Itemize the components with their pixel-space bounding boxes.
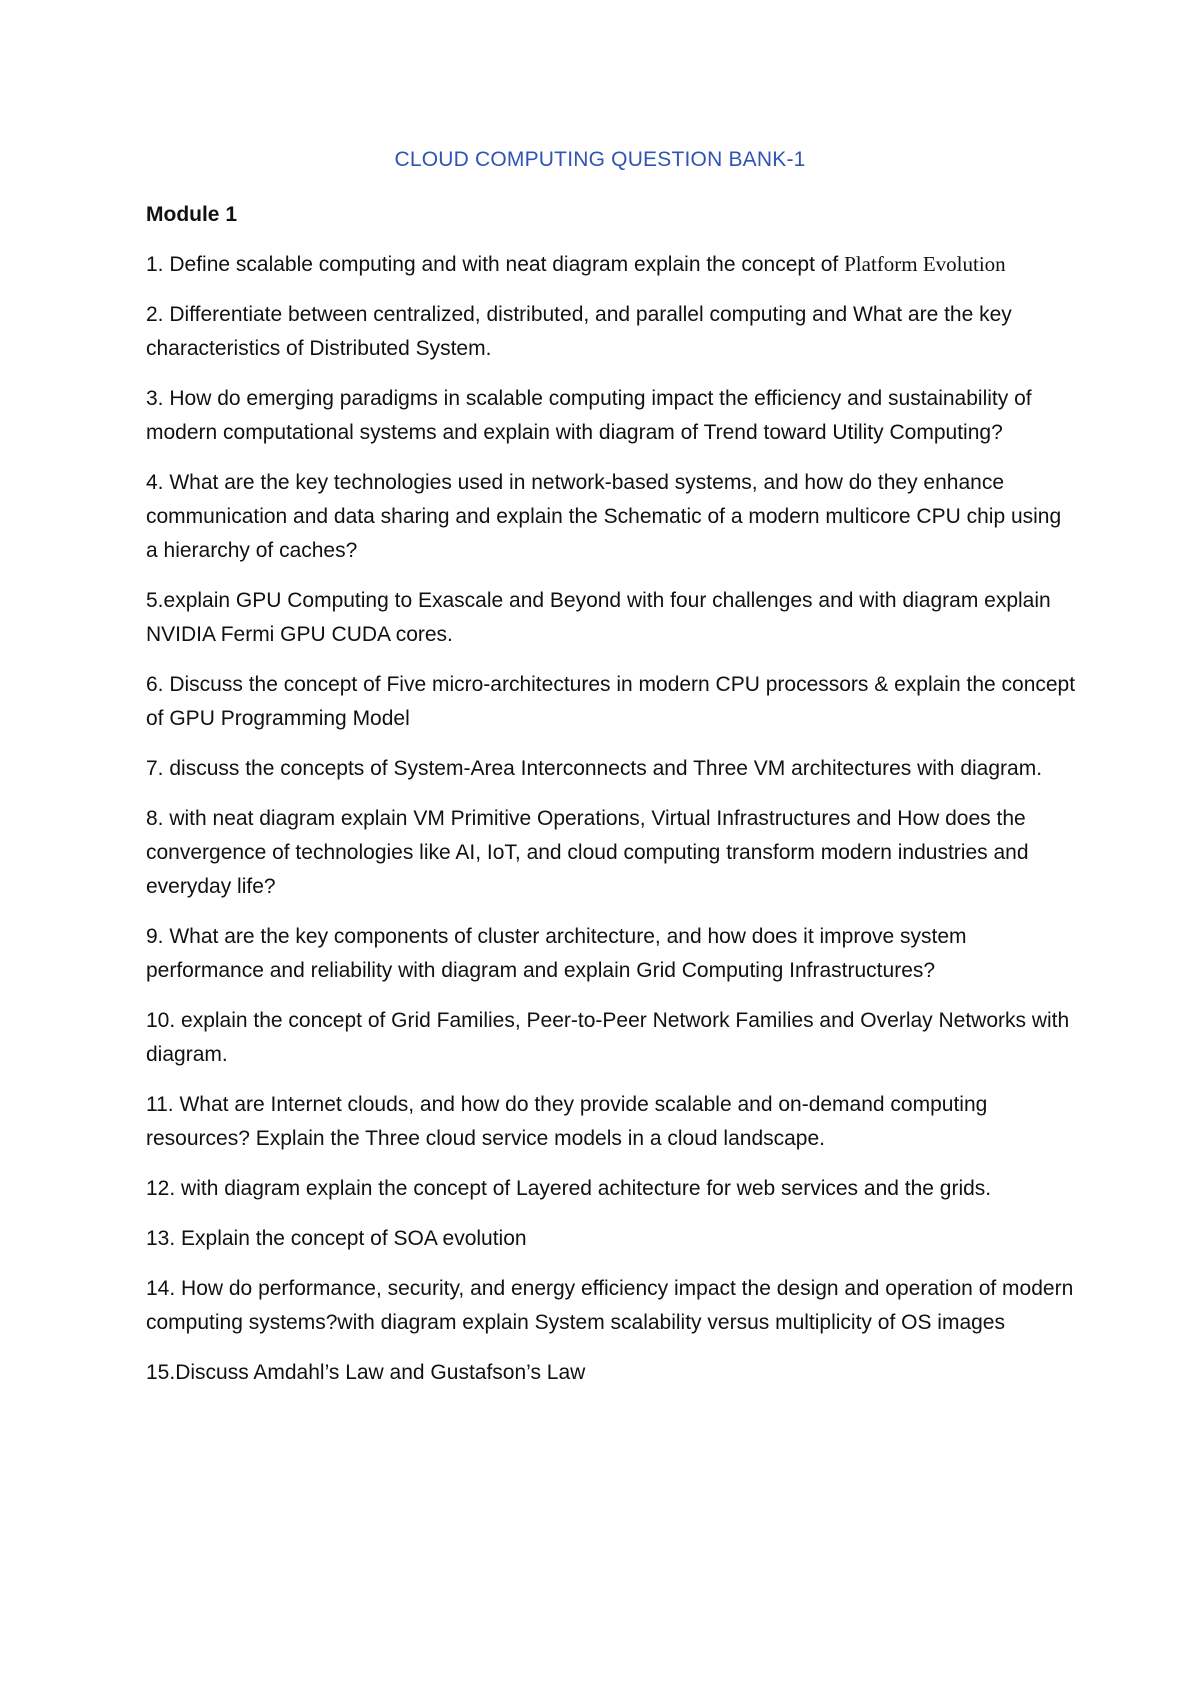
question-3: 3. How do emerging paradigms in scalable computing impact the efficiency and sustainability of modern computational systems and explain with diagram of Trend toward Utility Computing? (146, 387, 1032, 444)
question-5: 5.explain GPU Computing to Exascale and Beyond with four challenges and with diagram explain NVIDIA Fermi GPU CUDA cores. (146, 589, 1051, 646)
question-11: 11. What are Internet clouds, and how do they provide scalable and on-demand computing resources? Explain the Three cloud service models in a cloud landscape. (146, 1093, 988, 1150)
question-6: 6. Discuss the concept of Five micro-architectures in modern CPU processors & explain the concept of GPU Programming Model (146, 673, 1076, 730)
question-7: 7. discuss the concepts of System-Area Interconnects and Three VM architectures with diagram. (146, 757, 1043, 780)
question-14: 14. How do performance, security, and energy efficiency impact the design and operation of modern computing systems?with diagram explain System scalability versus multiplicity of OS images (146, 1277, 1074, 1334)
question-12: 12. with diagram explain the concept of Layered achitecture for web services and the grids. (146, 1177, 992, 1200)
question-1 (146, 247, 1076, 282)
question-4: 4. What are the key technologies used in network-based systems, and how do they enhance communication and data sharing and explain the Schematic of a modern multicore CPU chip using a hierarchy of caches? (146, 471, 1062, 562)
question-list (146, 198, 1076, 1406)
module-heading: Module 1 (146, 203, 238, 226)
question-8: 8. with neat diagram explain VM Primitive Operations, Virtual Infrastructures and How does the convergence of technologies like AI, IoT, and cloud computing transform modern industries and everyday life? (146, 807, 1029, 898)
page-title: CLOUD COMPUTING QUESTION BANK-1 (394, 148, 806, 171)
question-1-serif-text: Platform Evolution (844, 252, 1006, 276)
question-9: 9. What are the key components of cluster architecture, and how does it improve system performance and reliability with diagram and explain Grid Computing Infrastructures? (146, 925, 967, 982)
question-1-text: 1. Define scalable computing and with neat diagram explain the concept of (146, 253, 845, 276)
question-15: 15.Discuss Amdahl’s Law and Gustafson’s Law (146, 1361, 586, 1384)
question-13: 13. Explain the concept of SOA evolution (146, 1227, 527, 1250)
question-2: 2. Differentiate between centralized, distributed, and parallel computing and What are the key characteristics of Distributed System. (146, 303, 1012, 360)
question-10: 10. explain the concept of Grid Families, Peer-to-Peer Network Families and Overlay Networks with diagram. (146, 1009, 1070, 1066)
